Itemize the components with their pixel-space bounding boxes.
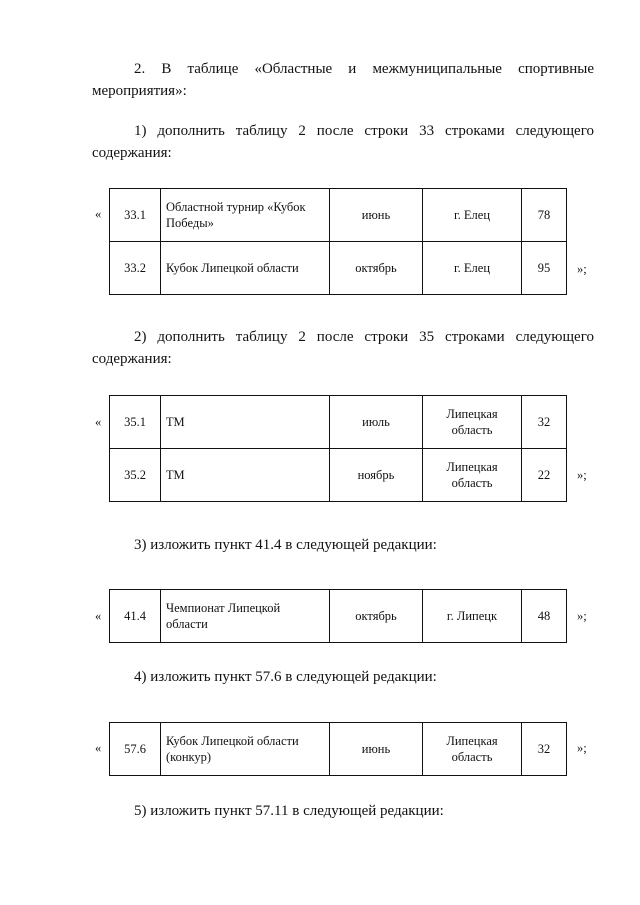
participant-count: 95 xyxy=(522,242,567,295)
paragraph-intro: 2. В таблице «Областные и межмуниципальные спортивные мероприятия»: xyxy=(92,61,594,99)
close-quote: »; xyxy=(577,741,587,755)
close-quote: »; xyxy=(577,609,587,623)
open-quote: « xyxy=(95,741,102,755)
table-row-41-4 xyxy=(109,589,567,643)
event-month: июнь xyxy=(330,189,423,242)
participant-count: 22 xyxy=(522,449,567,502)
open-quote: « xyxy=(95,207,102,221)
table-row-57-6 xyxy=(109,722,567,776)
open-quote: « xyxy=(95,415,102,429)
paragraph-item-2: 2) дополнить таблицу 2 после строки 35 строками следующего содержания: xyxy=(92,329,594,367)
event-name: ТМ xyxy=(161,449,330,502)
table-rows-35 xyxy=(109,395,567,502)
event-place: г. Елец xyxy=(423,242,522,295)
table-row xyxy=(110,242,567,295)
table-row xyxy=(110,189,567,242)
paragraph-item-3: 3) изложить пункт 41.4 в следующей редакции: xyxy=(134,537,437,553)
participant-count: 32 xyxy=(522,723,567,776)
event-place: г. Липецк xyxy=(423,590,522,643)
event-name: Кубок Липецкой области (конкур) xyxy=(161,723,330,776)
event-month: июнь xyxy=(330,723,423,776)
event-name: Областной турнир «Кубок Победы» xyxy=(161,189,330,242)
table-row xyxy=(110,590,567,643)
close-quote: »; xyxy=(577,468,587,482)
table-rows-33 xyxy=(109,188,567,295)
participant-count: 78 xyxy=(522,189,567,242)
open-quote: « xyxy=(95,609,102,623)
event-month: июль xyxy=(330,396,423,449)
paragraph-item-1: 1) дополнить таблицу 2 после строки 33 строками следующего содержания: xyxy=(92,123,594,161)
event-month: октябрь xyxy=(330,590,423,643)
event-place: г. Елец xyxy=(423,189,522,242)
event-month: ноябрь xyxy=(330,449,423,502)
row-number: 57.6 xyxy=(110,723,161,776)
event-month: октябрь xyxy=(330,242,423,295)
paragraph-item-4: 4) изложить пункт 57.6 в следующей редакции: xyxy=(134,669,437,685)
close-quote: »; xyxy=(577,262,587,276)
row-number: 33.2 xyxy=(110,242,161,295)
participant-count: 32 xyxy=(522,396,567,449)
event-name: Чемпионат Липецкой области xyxy=(161,590,330,643)
paragraph-item-5: 5) изложить пункт 57.11 в следующей редакции: xyxy=(134,803,444,819)
row-number: 35.1 xyxy=(110,396,161,449)
event-place: Липецкая область xyxy=(423,449,522,502)
event-name: Кубок Липецкой области xyxy=(161,242,330,295)
event-name: ТМ xyxy=(161,396,330,449)
event-place: Липецкая область xyxy=(423,723,522,776)
table-row xyxy=(110,396,567,449)
row-number: 41.4 xyxy=(110,590,161,643)
row-number: 33.1 xyxy=(110,189,161,242)
table-row xyxy=(110,723,567,776)
table-row xyxy=(110,449,567,502)
participant-count: 48 xyxy=(522,590,567,643)
event-place: Липецкая область xyxy=(423,396,522,449)
row-number: 35.2 xyxy=(110,449,161,502)
